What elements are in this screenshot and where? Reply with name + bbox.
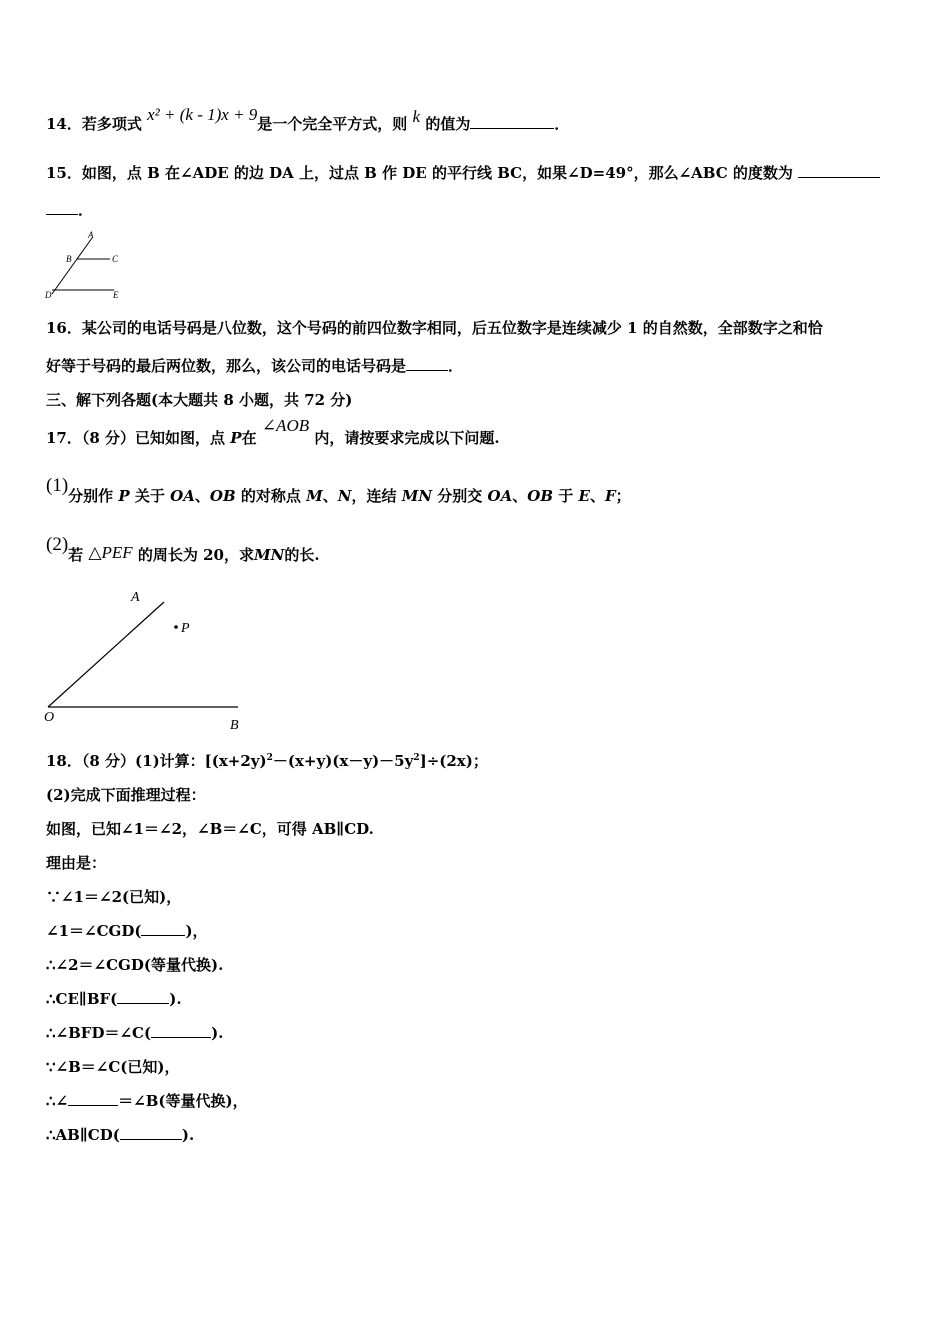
- question-15-cont: [46, 200, 93, 220]
- label-b: B: [66, 254, 72, 264]
- q18-l12-b: ).: [181, 1126, 195, 1144]
- question-17: [46, 416, 500, 448]
- q17-p2-mn: MN: [253, 546, 285, 564]
- q17-p1-oa2: OA: [487, 487, 513, 505]
- q15-end: ．: [78, 201, 94, 219]
- answer-blank[interactable]: [470, 114, 554, 129]
- q18-l11-a: ∴∠: [46, 1092, 69, 1110]
- q18-line8: [46, 989, 182, 1009]
- part-label: (2): [46, 534, 69, 555]
- q15-figure: [40, 226, 130, 302]
- answer-blank[interactable]: [68, 1091, 118, 1106]
- q17-p1-k: ；: [615, 487, 631, 505]
- q14-text-pre: 若多项式: [81, 115, 142, 133]
- q18-l8-b: ).: [169, 990, 182, 1008]
- q18-l6-a: ∠1＝∠CGD(: [46, 922, 142, 940]
- q17-p1-h: 、: [512, 487, 528, 505]
- q17-text: 17．（8 分）已知如图，点: [46, 429, 226, 447]
- q17-p1-j: 、: [589, 487, 605, 505]
- q18-l11-b: ＝∠B(等量代换)，: [118, 1092, 248, 1110]
- label-d: D: [45, 290, 52, 300]
- answer-blank[interactable]: [117, 989, 169, 1004]
- q17-p1-ob2: OB: [527, 487, 554, 505]
- q18-line12: [46, 1125, 194, 1145]
- q18-line3: 如图，已知∠1＝∠2，∠B＝∠C，可得 AB∥CD.: [46, 820, 374, 838]
- question-15: [46, 163, 880, 183]
- part-label: (1): [46, 475, 69, 496]
- section-heading: 三、解下列各题(本大题共 8 小题，共 72 分): [46, 391, 353, 409]
- q14-text-post: 的值为: [425, 115, 471, 133]
- label-b: B: [230, 718, 239, 733]
- answer-blank[interactable]: [46, 200, 78, 215]
- q14-text-mid: 是一个完全平方式，则: [257, 115, 408, 133]
- question-16: [46, 318, 823, 338]
- q17-p1-ob: OB: [209, 487, 236, 505]
- label-p: P: [181, 621, 190, 636]
- q18-line5: ∵∠1＝∠2(已知)，: [46, 888, 182, 906]
- question-14: [46, 105, 570, 134]
- q14-end: ．: [554, 115, 570, 133]
- answer-blank[interactable]: [120, 1125, 182, 1140]
- label-c: C: [112, 254, 119, 264]
- q17-p1-b: 关于: [134, 487, 165, 505]
- q17-text-rest: 内，请按要求完成以下问题.: [314, 429, 500, 447]
- q18-l12-a: ∴AB∥CD(: [46, 1126, 120, 1144]
- q16-text-line1: 16．某公司的电话号码是八位数，这个号码的前四位数字相同，后五位数字是连续减少 1 的自然数，全部数字之和恰: [46, 319, 823, 337]
- label-a: A: [88, 230, 94, 240]
- q17-part2: [46, 534, 320, 565]
- q18-line2: (2)完成下面推理过程：: [46, 786, 206, 804]
- q17-p2-b: 的周长为 20，求: [137, 546, 254, 564]
- q17-p1-n: N: [337, 487, 352, 505]
- q17-part1: [46, 475, 631, 506]
- exponent: 2: [413, 753, 420, 763]
- q18-l9-a: ∴∠BFD＝∠C(: [46, 1024, 152, 1042]
- question-18: [46, 751, 488, 771]
- question-number: 14．: [46, 115, 82, 133]
- q17-p2-c: 的长.: [284, 546, 320, 564]
- q18-text-a: 18．（8 分）(1)计算：[(x+2y): [46, 752, 267, 770]
- label-a: A: [131, 590, 140, 605]
- question-16-cont: [46, 356, 463, 376]
- q17-p1-g: 分别交: [437, 487, 483, 505]
- label-o: O: [44, 710, 55, 725]
- q17-angle: ∠AOB: [261, 416, 310, 435]
- q17-p1-oa: OA: [170, 487, 195, 505]
- q14-polynomial: x² + (k - 1)x + 9: [147, 105, 258, 124]
- exponent: 2: [266, 753, 273, 763]
- q17-figure: [40, 585, 255, 735]
- q17-p1-f: ，连结: [351, 487, 397, 505]
- q17-p1-c: 、: [194, 487, 210, 505]
- q18-line7: ∴∠2＝∠CGD(等量代换).: [46, 956, 224, 974]
- label-e: E: [113, 290, 119, 300]
- q16-text-line2: 好等于号码的最后两位数，那么，该公司的电话号码是: [46, 357, 407, 375]
- q14-variable: k: [412, 107, 421, 126]
- q17-p1-d: 的对称点: [240, 487, 301, 505]
- q18-line9: [46, 1023, 223, 1043]
- q17-p1-e: 、: [322, 487, 338, 505]
- q18-line11: [46, 1091, 248, 1111]
- q17-triangle: △PEF: [88, 543, 133, 562]
- q17-point-p: P: [230, 429, 242, 447]
- q18-text-b: －(x+y)(x－y)－5y: [272, 752, 414, 770]
- q15-text: 15．如图，点 B 在∠ADE 的边 DA 上，过点 B 作 DE 的平行线 BC，如果∠D=49°，那么∠ABC 的度数为: [46, 164, 793, 182]
- q18-line6: [46, 921, 208, 941]
- q17-p2-a: 若: [68, 546, 84, 564]
- q18-l9-b: ).: [211, 1024, 224, 1042]
- q18-line4: 理由是：: [46, 854, 107, 872]
- answer-blank[interactable]: [141, 921, 185, 936]
- q17-p1-f-point: F: [604, 487, 616, 505]
- q17-p1-mn: MN: [401, 487, 433, 505]
- q17-p1-m: M: [306, 487, 323, 505]
- q18-line10: ∵∠B＝∠C(已知)，: [46, 1058, 180, 1076]
- q17-p1-a: 分别作: [68, 487, 114, 505]
- q18-l8-a: ∴CE∥BF(: [46, 990, 118, 1008]
- q16-end: ．: [448, 357, 464, 375]
- q18-l6-b: )，: [185, 922, 208, 940]
- answer-blank[interactable]: [406, 356, 448, 371]
- q17-p1-p: P: [118, 487, 130, 505]
- q17-text-in: 在: [241, 429, 257, 447]
- q17-p1-i: 于: [558, 487, 574, 505]
- q18-text-c: ]÷(2x)；: [419, 752, 488, 770]
- answer-blank[interactable]: [798, 163, 880, 178]
- answer-blank[interactable]: [151, 1023, 211, 1038]
- q17-p1-e-point: E: [578, 487, 590, 505]
